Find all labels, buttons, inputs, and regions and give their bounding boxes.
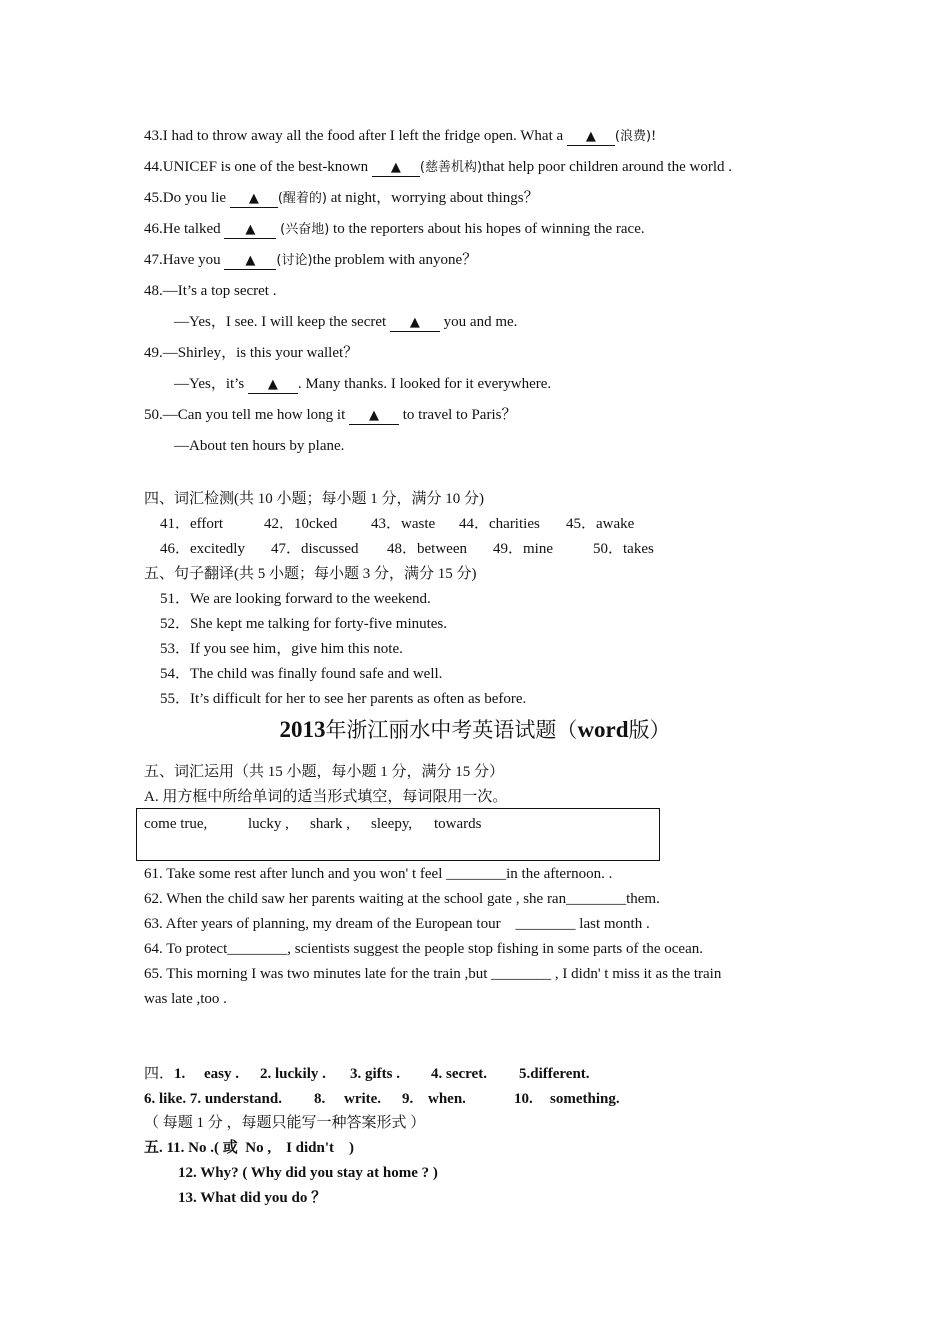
- translation-answer: 52．She kept me talking for forty-five minutes.: [160, 616, 448, 632]
- answer-blank[interactable]: [224, 221, 276, 239]
- vocab-question-cont: was late ,too .: [144, 991, 227, 1007]
- word-bank: [144, 814, 482, 834]
- hint-text: (慈善机构): [419, 160, 483, 175]
- translation-answer: 53．If you see him，give him this note.: [160, 641, 403, 657]
- question-number: 46.: [144, 221, 163, 237]
- question-49-line2: [174, 374, 551, 394]
- exam-title: [0, 714, 950, 744]
- question-period: .: [728, 159, 732, 175]
- title-word: word: [577, 717, 629, 742]
- question-text: Do you lie: [162, 190, 227, 206]
- hint-text: (兴奋地): [280, 222, 330, 237]
- word-bank-item: shark ,: [310, 816, 350, 832]
- answer-blank[interactable]: [224, 252, 276, 270]
- word-bank-item: towards: [434, 816, 482, 832]
- answer-item: easy .: [204, 1066, 240, 1082]
- triangle-marker: ▲: [267, 377, 278, 392]
- question-45: [144, 188, 539, 209]
- answer-item: 43．waste: [371, 516, 436, 532]
- question-text: Have you: [162, 252, 221, 268]
- question-46: [144, 219, 645, 240]
- answer-item: 50．takes: [593, 541, 654, 557]
- question-end: to the reporters about his hopes of winning the race.: [333, 221, 645, 237]
- question-48-line1: 48.—It’s a top secret .: [144, 283, 277, 299]
- translation-answer: 55．It’s difficult for her to see her parents as often as before.: [160, 691, 527, 707]
- triangle-marker: ▲: [248, 191, 259, 206]
- word-bank-item: lucky ,: [248, 816, 289, 832]
- hint-text: (浪费): [614, 129, 652, 144]
- section5-heading: 五、句子翻译(共 5 小题；每小题 3 分，满分 15 分): [144, 566, 477, 582]
- question-end: you and me.: [443, 314, 518, 330]
- final-answers-line6: 13. What did you do ？: [178, 1190, 327, 1206]
- question-text: UNICEF is one of the best-known: [162, 159, 369, 175]
- question-44: [144, 157, 732, 178]
- translation-answer: 51．We are looking forward to the weekend.: [160, 591, 431, 607]
- question-number: 45.: [144, 190, 163, 206]
- answer-item: 6. like. 7. understand.: [144, 1091, 282, 1107]
- title-zh: 年浙江丽水中考英语试题（: [325, 718, 578, 742]
- question-49-line1: 49.—Shirley，is this your wallet？: [144, 345, 359, 361]
- question-text: 50.—Can you tell me how long it: [144, 407, 346, 423]
- question-end: the problem with anyone？: [312, 252, 478, 268]
- question-end: to travel to Paris？: [402, 407, 517, 423]
- answer-blank[interactable]: [248, 376, 298, 394]
- answer-item: 47．discussed: [271, 541, 359, 557]
- triangle-marker: ▲: [409, 315, 420, 330]
- word-bank-item: sleepy,: [371, 816, 413, 832]
- answer-item: 44．charities: [459, 516, 540, 532]
- answer-item: 41．effort: [160, 516, 224, 532]
- answer-row-2: [160, 539, 654, 559]
- answer-item: 3. gifts .: [350, 1066, 401, 1082]
- translation-answer: 54．The child was finally found safe and well.: [160, 666, 443, 682]
- question-end: !: [651, 128, 657, 144]
- question-50-line2: —About ten hours by plane.: [174, 438, 345, 454]
- answer-blank[interactable]: [372, 159, 420, 177]
- answer-item: 2. luckily .: [260, 1066, 326, 1082]
- question-text: —Yes，I see. I will keep the secret: [174, 314, 387, 330]
- answer-item: 48．between: [387, 541, 467, 557]
- answer-item: 5.different.: [519, 1066, 590, 1082]
- triangle-marker: ▲: [245, 253, 256, 268]
- vocab-question: 63. After years of planning, my dream of the European tour ________ last month .: [144, 916, 650, 932]
- vocab-question: 65. This morning I was two minutes late for the train ,but ________ , I didn' t miss it as the train: [144, 966, 722, 982]
- question-text: I had to throw away all the food after I left the fridge open. What a: [162, 128, 564, 144]
- question-end: at night，worrying about things？: [330, 190, 539, 206]
- final-answers-line1: [144, 1064, 590, 1084]
- answer-row-1: [160, 514, 634, 534]
- question-end: . Many thanks. I looked for it everywhere.: [297, 376, 552, 392]
- question-end: that help poor children around the world: [482, 159, 725, 175]
- vocab-question: 61. Take some rest after lunch and you won' t feel ________in the afternoon. .: [144, 866, 613, 882]
- answer-item: 46．excitedly: [160, 541, 245, 557]
- answer-blank[interactable]: [230, 190, 278, 208]
- question-47: [144, 250, 477, 271]
- answer-item: 10.: [514, 1091, 533, 1107]
- title-year: 2013: [279, 717, 326, 742]
- answer-blank[interactable]: [349, 407, 399, 425]
- answer-item: write.: [344, 1091, 382, 1107]
- triangle-marker: ▲: [585, 129, 596, 144]
- answer-item: 1.: [174, 1066, 186, 1082]
- triangle-marker: ▲: [368, 408, 379, 423]
- vocab-question: 64. To protect________, scientists suggest the people stop fishing in some parts of the ocean.: [144, 941, 703, 957]
- hint-text: (讨论): [276, 253, 313, 268]
- answer-item: something.: [550, 1091, 620, 1107]
- question-48-line2: [174, 312, 517, 332]
- answer-item: 42．10cked: [264, 516, 338, 532]
- answer-item: 4. secret.: [431, 1066, 487, 1082]
- question-text: —Yes，it’s: [174, 376, 245, 392]
- answer-item: when.: [428, 1091, 466, 1107]
- answer-item: 45．awake: [566, 516, 635, 532]
- final-answers-line4: 五. 11. No .( 或 No , I didn't ): [144, 1140, 355, 1156]
- vocab-question: 62. When the child saw her parents waiting at the school gate , she ran________them.: [144, 891, 660, 907]
- hint-text: (醒着的): [277, 191, 327, 206]
- question-43: [144, 126, 656, 147]
- scoring-note: （ 每题 1 分 ，每题只能写一种答案形式 ）: [144, 1115, 426, 1131]
- vocab-instruction: A. 用方框中所给单词的适当形式填空，每词限用一次。: [144, 789, 508, 805]
- section-prefix: 四．: [144, 1066, 175, 1082]
- answer-blank[interactable]: [390, 314, 440, 332]
- answer-item: 8.: [314, 1091, 326, 1107]
- word-bank-item: come true,: [144, 816, 208, 832]
- question-number: 44.: [144, 159, 163, 175]
- answer-blank[interactable]: [567, 128, 615, 146]
- question-number: 47.: [144, 252, 163, 268]
- question-text: He talked: [162, 221, 221, 237]
- answer-item: 9.: [402, 1091, 414, 1107]
- final-answers-line2: [144, 1089, 620, 1109]
- answer-item: 49．mine: [493, 541, 553, 557]
- triangle-marker: ▲: [245, 222, 256, 237]
- final-answers-line5: 12. Why? ( Why did you stay at home ? ): [178, 1165, 438, 1181]
- question-number: 43.: [144, 128, 163, 144]
- question-50-line1: [144, 405, 516, 425]
- title-end: 版）: [628, 718, 671, 742]
- triangle-marker: ▲: [390, 160, 401, 175]
- section4-heading: 四、词汇检测(共 10 小题；每小题 1 分，满分 10 分): [144, 491, 484, 507]
- vocab-heading: 五、词汇运用（共 15 小题，每小题 1 分，满分 15 分）: [144, 764, 505, 780]
